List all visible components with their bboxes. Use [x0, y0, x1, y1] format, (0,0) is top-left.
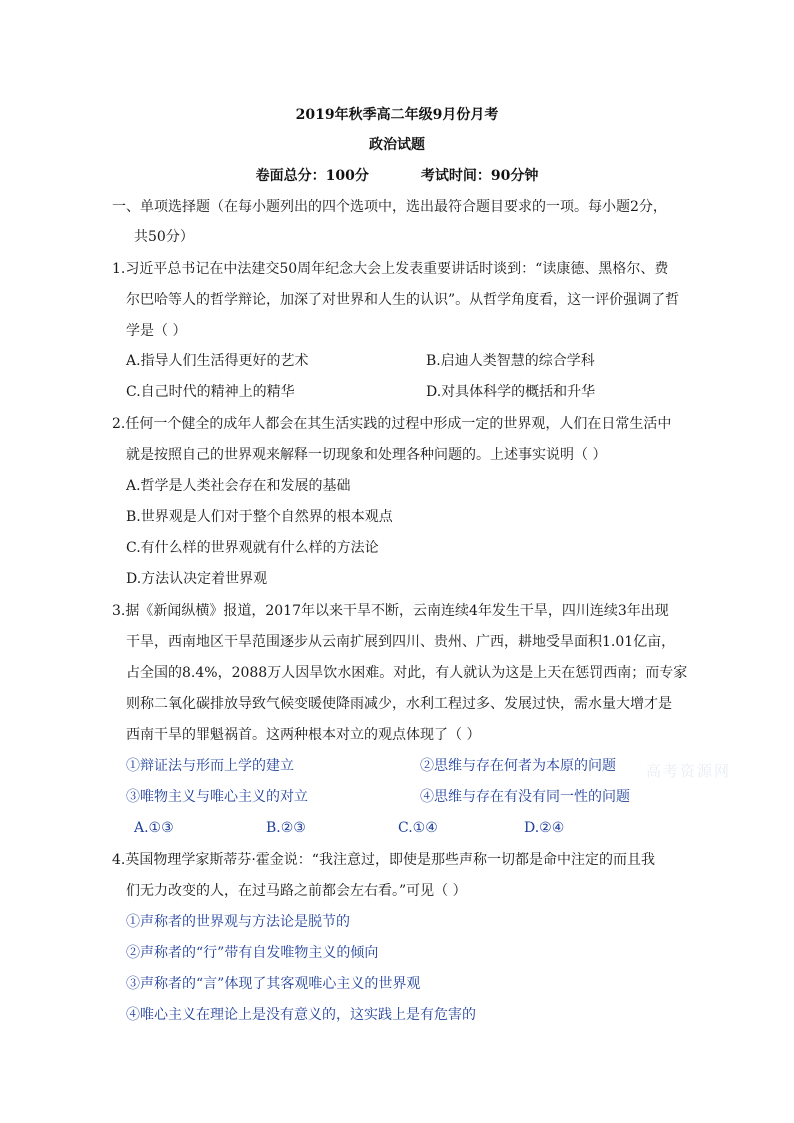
- q1-line1: 1.习近平总书记在中法建交50周年纪念大会上发表重要讲话时谈到：“读康德、黑格尔、费: [112, 261, 669, 277]
- q3-option-a: A.①③: [134, 820, 174, 836]
- exam-title: 2019年秋季高二年级9月份月考: [295, 107, 499, 123]
- q1-option-b: B.启迪人类智慧的综合学科: [426, 353, 595, 369]
- q3-option-b: B.②③: [266, 820, 306, 836]
- subject-title: 政治试题: [369, 137, 425, 153]
- q3-statement-2: ②思维与存在何者为本原的问题: [420, 758, 616, 774]
- q2-line2: 就是按照自己的世界观来解释一切现象和处理各种问题的。上述事实说明（ ）: [126, 447, 607, 463]
- q3-line5: 西南干旱的罪魁祸首。这两种根本对立的观点体现了（ ）: [126, 727, 481, 743]
- q4-statement-1: ①声称者的世界观与方法论是脱节的: [126, 914, 350, 930]
- q4-line1: 4.英国物理学家斯蒂芬·霍金说：“我注意过，即使是那些声称一切都是命中注定的而且我: [112, 852, 655, 868]
- q4-statement-3: ③声称者的“言”体现了其客观唯心主义的世界观: [126, 976, 421, 992]
- q3-statement-4: ④思维与存在有没有同一性的问题: [420, 789, 630, 805]
- q2-option-c: C.有什么样的世界观就有什么样的方法论: [126, 540, 379, 556]
- q3-statement-3: ③唯物主义与唯心主义的对立: [126, 789, 308, 805]
- section-heading-line2: 共50分）: [134, 229, 194, 245]
- q2-line1: 2.任何一个健全的成年人都会在其生活实践的过程中形成一定的世界观，人们在日常生活中: [112, 416, 672, 432]
- q3-line2: 干旱，西南地区干旱范围逐步从云南扩展到四川、贵州、广西，耕地受旱面积1.01亿亩，: [126, 634, 676, 650]
- q2-option-d: D.方法认决定着世界观: [126, 571, 268, 587]
- q3-statement-1: ①辩证法与形而上学的建立: [126, 758, 294, 774]
- q3-line4: 则称二氧化碳排放导致气候变暖使降雨减少，水利工程过多、发展过快，需水量大增才是: [126, 696, 672, 712]
- q1-line2: 尔巴哈等人的哲学辩论，加深了对世界和人生的认识”。从哲学角度看，这一评价强调了哲: [126, 292, 680, 308]
- q3-option-c: C.①④: [398, 820, 438, 836]
- exam-info: [0, 165, 794, 185]
- q3-line1: 3.据《新闻纵横》报道，2017年以来干旱不断，云南连续4年发生干旱，四川连续3年出现: [112, 603, 669, 619]
- q4-statement-4: ④唯心主义在理论上是没有意义的，这实践上是有危害的: [126, 1007, 476, 1023]
- watermark: 高考资源网: [646, 762, 732, 780]
- q1-option-d: D.对具体科学的概括和升华: [426, 384, 596, 400]
- exam-time: 考试时间：90分钟: [420, 168, 539, 184]
- q1-option-a: A.指导人们生活得更好的艺术: [126, 353, 309, 369]
- q2-option-b: B.世界观是人们对于整个自然界的根本观点: [126, 509, 393, 525]
- total-score: 卷面总分：100分: [255, 168, 369, 184]
- q4-statement-2: ②声称者的“行”带有自发唯物主义的倾向: [126, 945, 379, 961]
- q4-line2: 们无力改变的人，在过马路之前都会左右看。”可见（ ）: [126, 883, 467, 899]
- q3-line3: 占全国的8.4%，2088万人因旱饮水困难。对此，有人就认为这是上天在惩罚西南；而专家: [126, 665, 688, 681]
- q1-line3: 学是（ ）: [126, 323, 187, 339]
- q3-option-d: D.②④: [524, 820, 565, 836]
- q2-option-a: A.哲学是人类社会存在和发展的基础: [126, 478, 351, 494]
- section-heading-line1: 一、单项选择题（在每小题列出的四个选项中，选出最符合题目要求的一项。每小题2分，: [112, 199, 667, 215]
- q1-option-c: C.自己时代的精神上的精华: [126, 384, 295, 400]
